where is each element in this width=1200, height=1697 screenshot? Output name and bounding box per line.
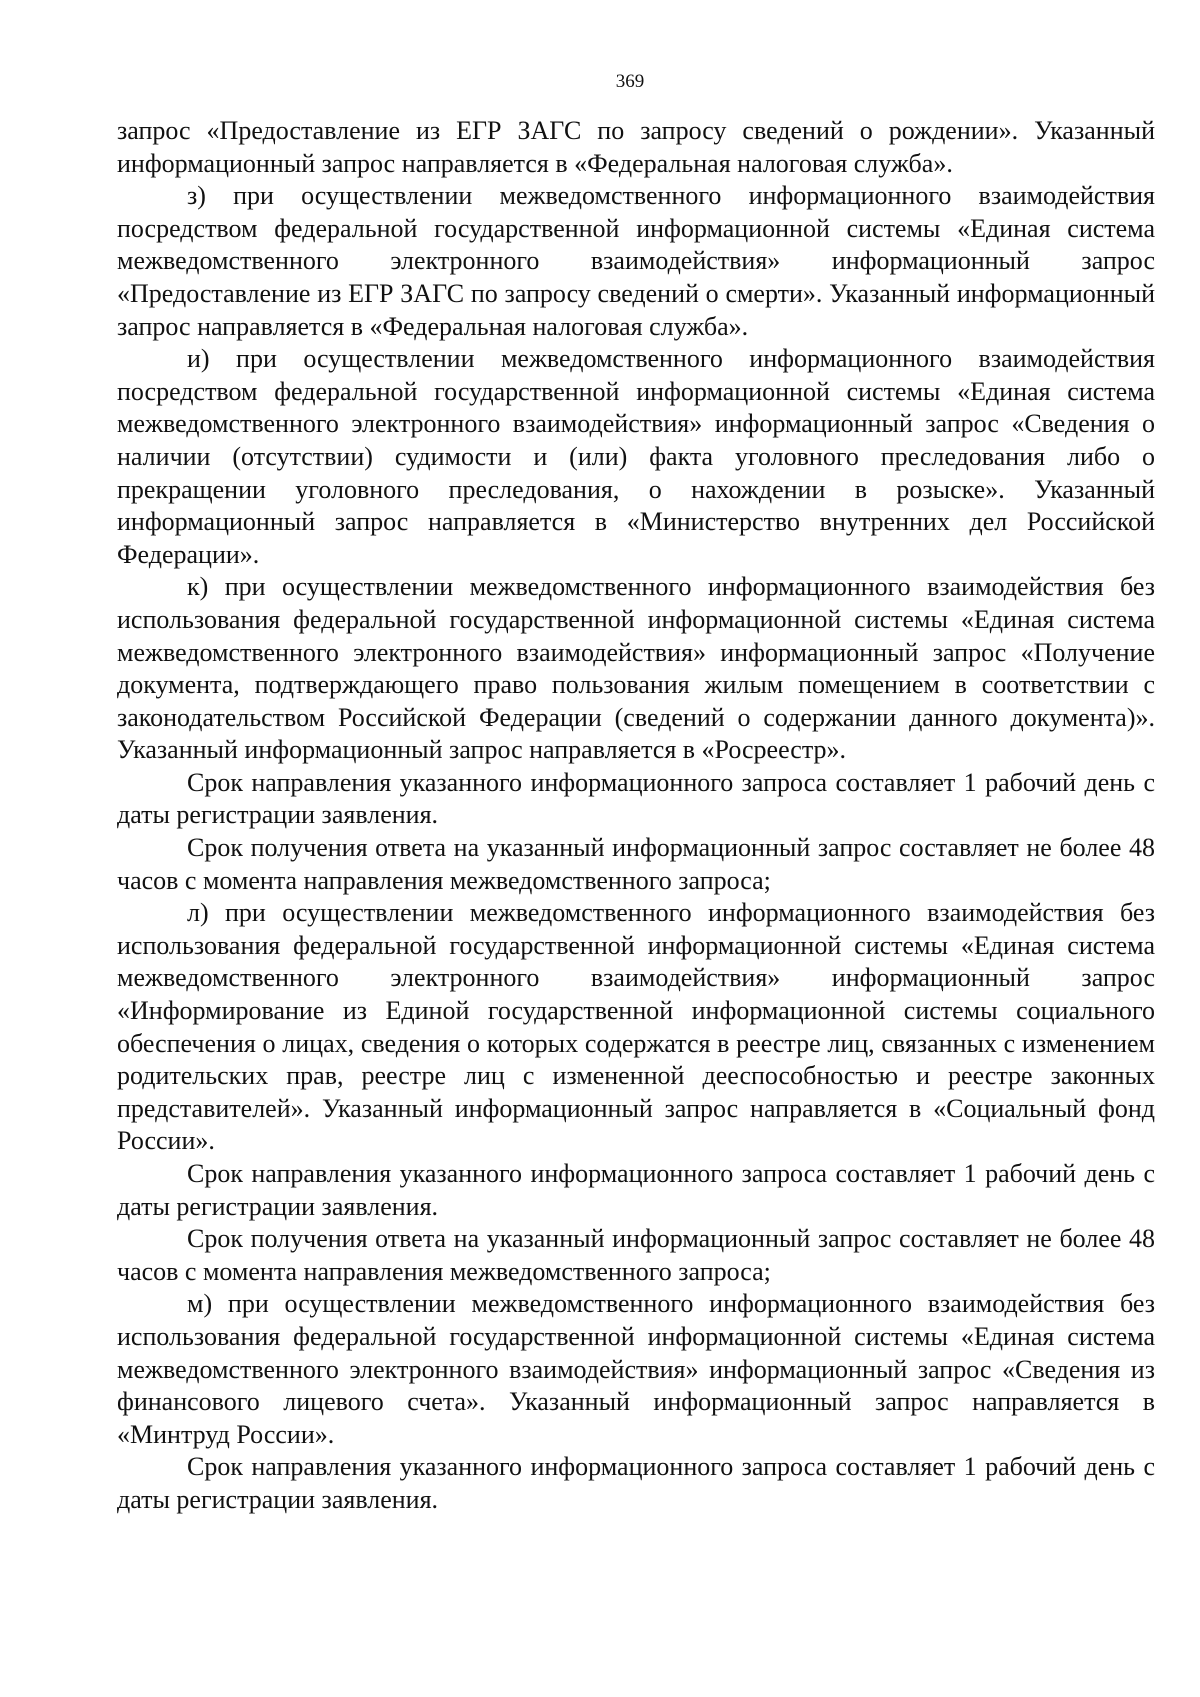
page-number: 369: [615, 71, 645, 92]
paragraph-deadline-send: Срок направления указанного информационного запроса составляет 1 рабочий день с даты регистрации заявления.: [117, 1159, 1155, 1221]
paragraph-item-z: з) при осуществлении межведомственного информационного взаимодействия посредством федеральной государственной информационной системы «Единая система межведомственного электронного взаимодействия» информационный запрос «Предоставление из ЕГР ЗАГС по запросу сведений о смерти». Указанный информационный запрос направляется в «Федеральная налоговая служба».: [117, 181, 1155, 341]
document-body: [117, 115, 1155, 1517]
paragraph-deadline-send: Срок направления указанного информационного запроса составляет 1 рабочий день с даты регистрации заявления.: [117, 767, 1155, 830]
paragraph-item-k: к) при осуществлении межведомственного информационного взаимодействия без использования федеральной государственной информационной системы «Единая система межведомственного электронного взаимодействия» информационный запрос «Получение документа, подтверждающего право пользования жилым помещением в соответствии с законодательством Российской Федерации (сведений о содержании данного документа)». Указанный информационный запрос направляется в «Росреестр».: [117, 572, 1155, 765]
paragraph-deadline-response: Срок получения ответа на указанный информационный запрос составляет не более 48 часов с момента направления межведомственного запроса;: [117, 1224, 1155, 1286]
paragraph-item-m: м) при осуществлении межведомственного информационного взаимодействия без использования федеральной государственной информационной системы «Единая система межведомственного электронного взаимодействия» информационный запрос «Сведения из финансового лицевого счета». Указанный информационный запрос направляется в «Минтруд России».: [117, 1289, 1155, 1449]
paragraph-deadline-send: Срок направления указанного информационного запроса составляет 1 рабочий день с даты регистрации заявления.: [117, 1452, 1155, 1514]
paragraph-continuation: запрос «Предоставление из ЕГР ЗАГС по запросу сведений о рождении». Указанный информационный запрос направляется в «Федеральная налоговая служба».: [117, 116, 1155, 178]
paragraph-item-l: л) при осуществлении межведомственного информационного взаимодействия без использования федеральной государственной информационной системы «Единая система межведомственного электронного взаимодействия» информационный запрос «Информирование из Единой государственной информационной системы социального обеспечения о лицах, сведения о которых содержатся в реестре лиц, связанных с изменением родительских прав, реестре лиц с измененной дееспособностью и реестре законных представителей». Указанный информационный запрос направляется в «Социальный фонд России».: [117, 898, 1155, 1156]
paragraph-item-i: и) при осуществлении межведомственного информационного взаимодействия посредством федеральной государственной информационной системы «Единая система межведомственного электронного взаимодействия» информационный запрос «Сведения о наличии (отсутствии) судимости и (или) факта уголовного преследования либо о прекращении уголовного преследования, о нахождении в розыске». Указанный информационный запрос направляется в «Министерство внутренних дел Российской Федерации».: [117, 344, 1155, 569]
paragraph-deadline-response: Срок получения ответа на указанный информационный запрос составляет не более 48 часов с момента направления межведомственного запроса;: [117, 833, 1155, 895]
